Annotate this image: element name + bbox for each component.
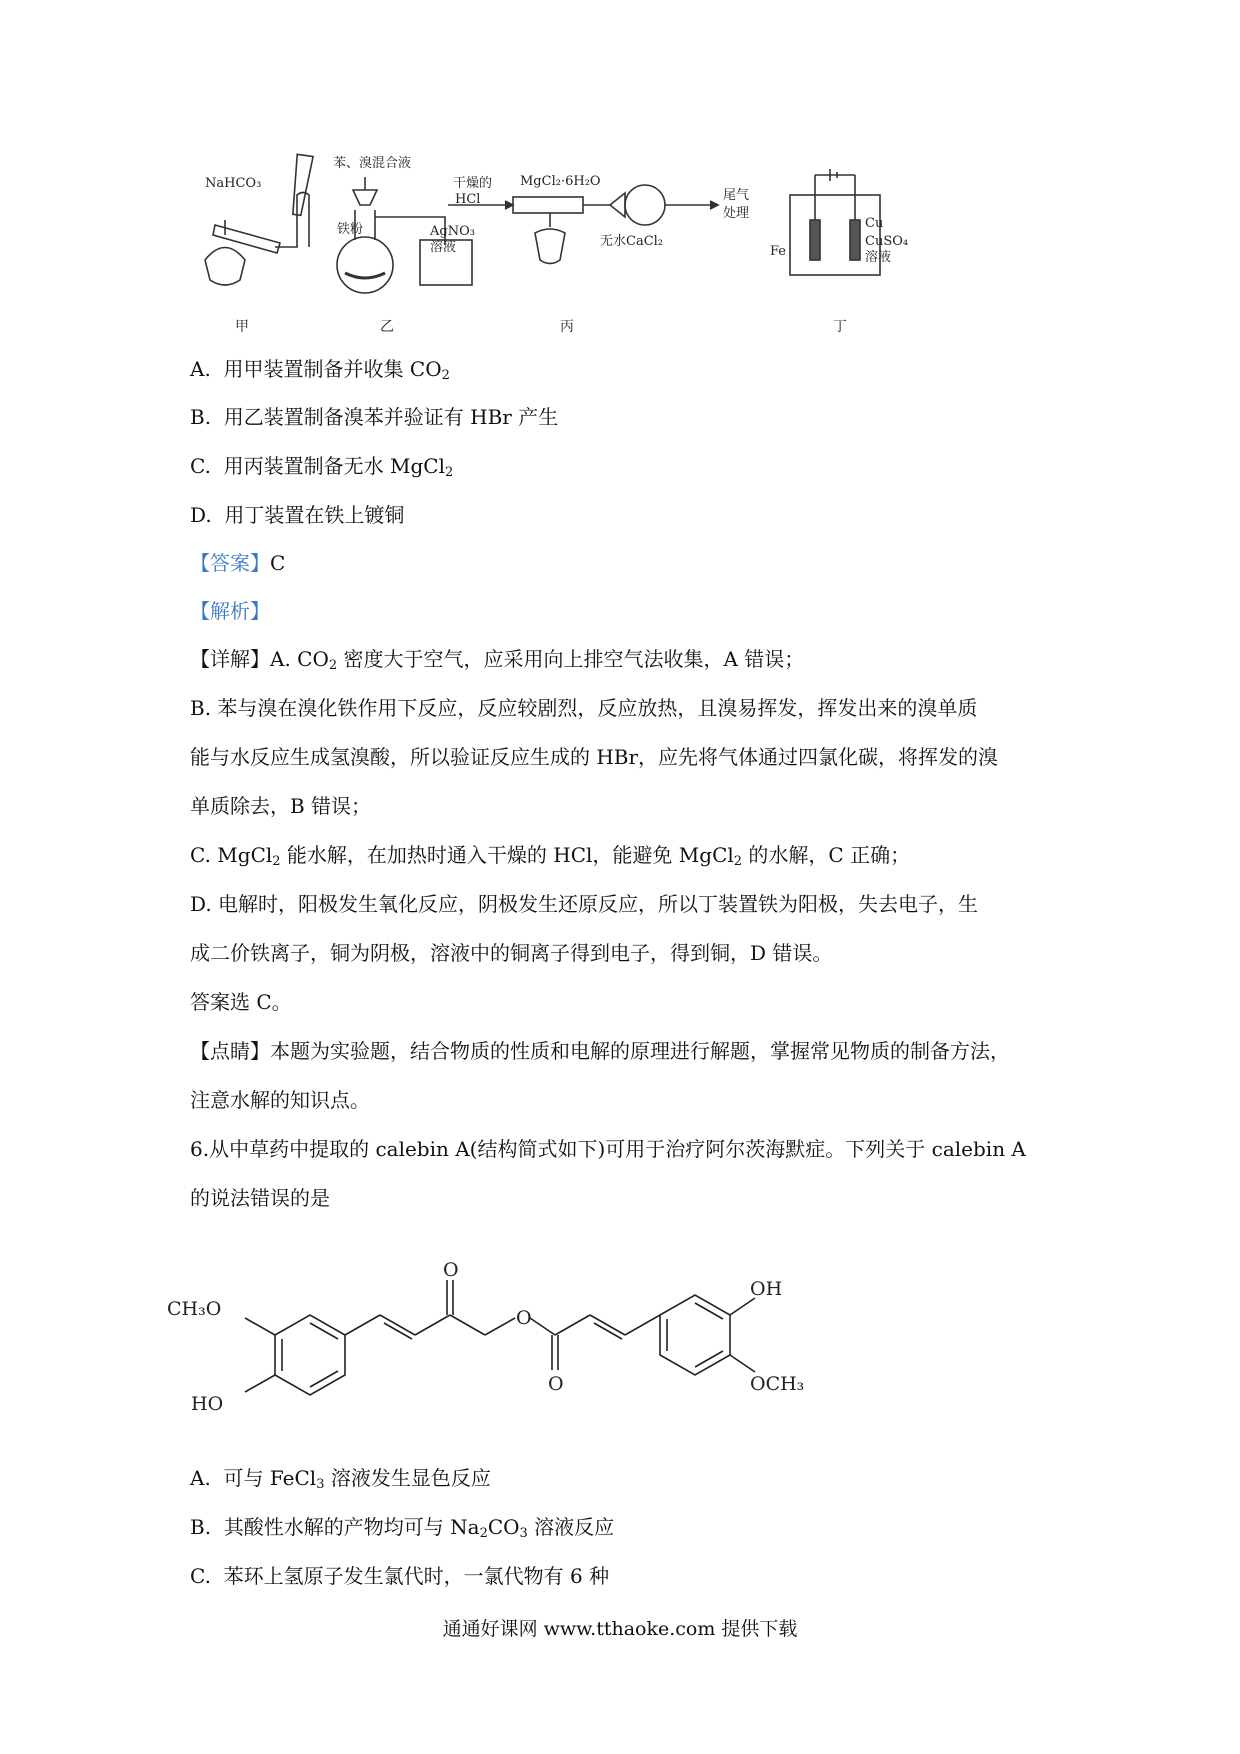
test-tube-jia xyxy=(213,225,280,253)
burner-bing xyxy=(535,229,565,264)
q5-option-c: C. 用丙装置制备无水 MgCl$_2$ xyxy=(190,454,454,480)
page-footer: 通通好课网 www.tthaoke.com 提供下载 xyxy=(442,1618,798,1640)
label-ho-left: HO xyxy=(191,1393,224,1415)
burner-jia xyxy=(205,248,245,286)
funnel-yi xyxy=(353,190,377,205)
label-agno3-solution: 溶液 xyxy=(430,240,457,255)
label-oh-right: OH xyxy=(750,1278,783,1300)
label-dry: 干燥的 xyxy=(453,176,493,191)
apparatus-figure xyxy=(205,155,945,340)
label-treatment: 处理 xyxy=(723,206,750,221)
label-anhydrous-cacl2: 无水CaCl₂ xyxy=(600,234,664,249)
detail-d-line-2: 成二价铁离子，铜为阴极，溶液中的铜离子得到电子，得到铜，D 错误。 xyxy=(190,941,833,965)
drying-bulb-bing xyxy=(625,185,665,225)
label-och3-left: CH₃O xyxy=(167,1298,222,1320)
q6-stem-line-1: 6.从中草药中提取的 calebin A(结构简式如下)可用于治疗阿尔茨海默症。下列关于 calebin A xyxy=(190,1137,1026,1161)
label-nahco3: NaHCO₃ xyxy=(205,176,262,191)
label-tail-gas: 尾气 xyxy=(723,188,750,203)
q5-option-b: B. 用乙装置制备溴苯并验证有 HBr 产生 xyxy=(190,405,559,429)
q6-option-b: B. 其酸性水解的产物均可与 $Na_2CO_3$ 溶液反应 xyxy=(190,1515,615,1541)
fe-electrode xyxy=(810,220,820,260)
cu-electrode xyxy=(850,220,860,260)
answer-value: C xyxy=(270,551,286,575)
label-ketone-o: O xyxy=(443,1259,459,1281)
label-ester-carbonyl-o: O xyxy=(548,1373,564,1395)
detail-b-line-3: 单质除去，B 错误； xyxy=(190,794,372,818)
conclusion-line: 答案选 C。 xyxy=(190,990,292,1014)
label-fe: Fe xyxy=(770,244,787,259)
label-benzene-mix: 苯、溴混合液 xyxy=(333,156,412,171)
label-ester-o: O xyxy=(516,1307,532,1329)
detail-b-line-1: B. 苯与溴在溴化铁作用下反应，反应较剧烈，反应放热，且溴易挥发，挥发出来的溴单质 xyxy=(190,696,978,720)
detail-d-line-1: D. 电解时，阳极发生氧化反应，阴极发生还原反应，所以丁装置铁为阳极，失去电子，生 xyxy=(190,892,979,916)
label-iron-powder: 铁粉 xyxy=(337,222,364,237)
structure-svg xyxy=(167,1240,905,1450)
left-benzene-ring xyxy=(275,1315,345,1395)
caption-yi: 乙 xyxy=(380,319,394,335)
caption-bing: 丙 xyxy=(560,319,574,335)
label-cuso4: CuSO₄ xyxy=(865,234,909,249)
q6-stem-line-2: 的说法错误的是 xyxy=(190,1186,330,1210)
q5-option-d: D. 用丁装置在铁上镀铜 xyxy=(190,503,405,527)
q6-option-c: C. 苯环上氢原子发生氯代时，一氯代物有 6 种 xyxy=(190,1564,610,1588)
q6-option-a: A. 可与 FeCl$_3$ 溶液发生显色反应 xyxy=(190,1466,491,1492)
comment-line-1: 【点睛】本题为实验题，结合物质的性质和电解的原理进行解题，掌握常见物质的制备方法， xyxy=(190,1039,1010,1063)
detail-c-line: C. MgCl$_2$ 能水解，在加热时通入干燥的 HCl，能避免 MgCl$_2$ 的水解，C 正确； xyxy=(190,843,911,869)
caption-ding: 丁 xyxy=(833,319,847,335)
flask-yi xyxy=(337,237,393,293)
apparatus-diagram xyxy=(205,155,945,340)
comment-line-2: 注意水解的知识点。 xyxy=(190,1088,370,1112)
label-cuso4-solution: 溶液 xyxy=(865,250,892,265)
answer-label: 【答案】 xyxy=(190,551,270,575)
analysis-label: 【解析】 xyxy=(190,599,270,623)
caption-jia: 甲 xyxy=(235,319,249,335)
label-hcl: HCl xyxy=(455,192,481,207)
right-benzene-ring xyxy=(660,1295,730,1375)
q5-option-a: A. 用甲装置制备并收集 $CO_2$ xyxy=(190,357,450,383)
analysis-label-line xyxy=(190,597,270,625)
label-mgcl2: MgCl₂·6H₂O xyxy=(520,174,601,189)
tube-bing xyxy=(513,197,583,213)
label-agno3: AgNO₃ xyxy=(430,224,475,239)
label-och3-right: OCH₃ xyxy=(750,1373,805,1395)
label-cu: Cu xyxy=(865,216,884,231)
answer-line xyxy=(190,549,285,577)
detail-b-line-2: 能与水反应生成氢溴酸，所以验证反应生成的 HBr，应先将气体通过四氯化碳，将挥发的溴 xyxy=(190,745,999,769)
calebin-a-structure xyxy=(167,1240,905,1450)
detail-a-line: 【详解】A. $CO_2$ 密度大于空气，应采用向上排空气法收集，A 错误； xyxy=(190,647,805,673)
